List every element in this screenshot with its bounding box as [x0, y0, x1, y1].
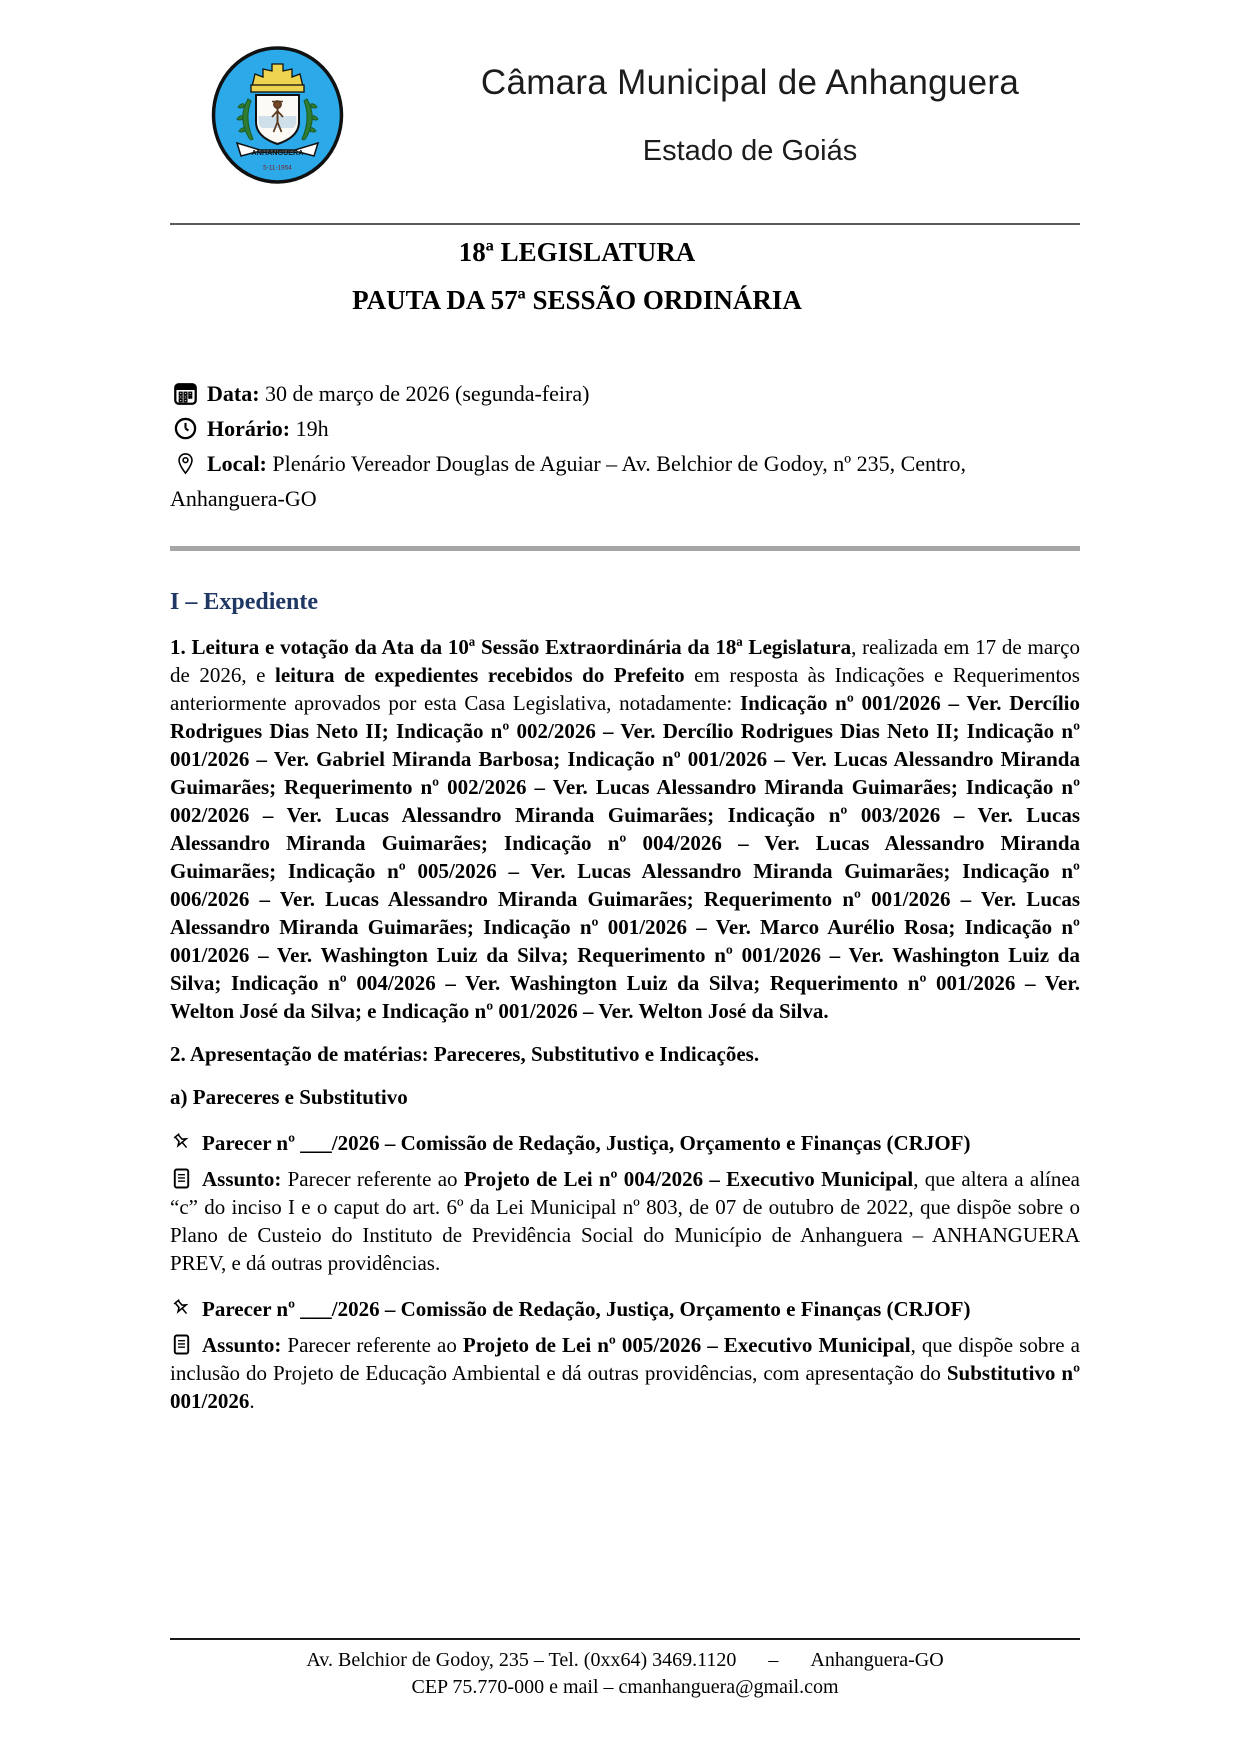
- session-heading: PAUTA DA 57ª SESSÃO ORDINÁRIA: [352, 285, 802, 315]
- agenda-item-1: 1. Leitura e votação da Ata da 10ª Sessão Extraordinária da 18ª Legislatura, realizada em 17 de março de 2026, e leitura de expedientes recebidos do Prefeito em resposta às Indicações e Requerimentos anteriormente aprovados por esta Casa Legislativa, notadamente: Indicação nº 001/2026 – Ver. Dercílio Rodrigues Dias Neto II; Indicação nº 002/2026 – Ver. Dercílio Rodrigues Dias Neto II; Indicação nº 001/2026 – Ver. Gabriel Miranda Barbosa; Indicação nº 001/2026 – Ver. Lucas Alessandro Miranda Guimarães; Requerimento nº 002/2026 – Ver. Lucas Alessandro Miranda Guimarães; Indicação nº 002/2026 – Ver. Lucas Alessandro Miranda Guimarães; Indicação nº 003/2026 – Ver. Lucas Alessandro Miranda Guimarães; Indicação nº 004/2026 – Ver. Lucas Alessandro Miranda Guimarães; Indicação nº 005/2026 – Ver. Lucas Alessandro Miranda Guimarães; Indicação nº 006/2026 – Ver. Lucas Alessandro Miranda Guimarães; Requerimento nº 001/2026 – Ver. Lucas Alessandro Miranda Guimarães; Indicação nº 001/2026 – Ver. Marco Aurélio Rosa; Indicação nº 001/2026 – Ver. Washington Luiz da Silva; Requerimento nº 001/2026 – Ver. Washington Luiz da Silva; Indicação nº 004/2026 – Ver. Washington Luiz da Silva; Requerimento nº 001/2026 – Ver. Welton José da Silva; e Indicação nº 001/2026 – Ver. Welton José da Silva.: [170, 635, 1081, 1023]
- document-icon: [170, 1333, 193, 1356]
- assunto-2: [170, 1331, 1080, 1415]
- section-divider: [170, 546, 1080, 551]
- footer-address-line: [170, 1647, 1080, 1674]
- coat-of-arms-icon: [210, 45, 345, 185]
- document-icon: [170, 1167, 193, 1190]
- agenda-item-2: 2. Apresentação de matérias: Pareceres, Substitutivo e Indicações.: [170, 1042, 760, 1066]
- document-body: [0, 376, 1240, 1415]
- place-value: Plenário Vereador Douglas de Aguiar – Av. Belchior de Godoy, nº 235, Centro, Anhanguera-GO: [170, 451, 966, 511]
- parecer-1-text: Parecer nº ___/2026 – Comissão de Redação, Justiça, Orçamento e Finanças (CRJOF): [202, 1131, 971, 1155]
- assunto-1: [170, 1165, 1080, 1277]
- place-line: [170, 446, 1080, 516]
- time-line: [170, 411, 1080, 446]
- header-titles: [420, 45, 1080, 168]
- document-footer: [170, 1638, 1080, 1701]
- location-pin-icon: [173, 451, 198, 476]
- parecer-2-title: [170, 1295, 1080, 1323]
- date-line: [170, 376, 1080, 411]
- legislature-heading: 18ª LEGISLATURA: [458, 237, 696, 267]
- footer-contact-line: CEP 75.770-000 e mail – cmanhanguera@gmail.com: [411, 1676, 839, 1698]
- organization-subtitle: Estado de Goiás: [642, 135, 858, 167]
- assunto-1-text: Assunto: Parecer referente ao Projeto de Lei nº 004/2026 – Executivo Municipal, que altera a alínea “c” do inciso I e o caput do art. 6º da Lei Municipal nº 803, de 07 de outubro de 2022, que dispõe sobre o Plano de Custeio do Instituto de Previdência Social do Município de Anhanguera – ANHANGUERA PREV, e dá outras providências.: [170, 1167, 1081, 1275]
- subsection-a-title: a) Pareceres e Substitutivo: [170, 1085, 408, 1109]
- organization-title: Câmara Municipal de Anhanguera: [480, 63, 1020, 102]
- parecer-2-text: Parecer nº ___/2026 – Comissão de Redação, Justiça, Orçamento e Finanças (CRJOF): [202, 1297, 971, 1321]
- calendar-icon: [173, 381, 198, 406]
- parecer-1-title: [170, 1129, 1080, 1157]
- time-value: 19h: [290, 416, 329, 441]
- assunto-2-text: Assunto: Parecer referente ao Projeto de Lei nº 005/2026 – Executivo Municipal, que dispõe sobre a inclusão do Projeto de Educação Ambiental e dá outras providências, com apresentação do Substitutivo nº 001/2026.: [170, 1333, 1081, 1413]
- time-label: Horário:: [207, 416, 291, 441]
- header-divider: [170, 223, 1080, 225]
- pushpin-icon: [170, 1131, 193, 1154]
- clock-icon: [173, 416, 198, 441]
- section-title-expediente: I – Expediente: [170, 589, 319, 615]
- session-meta: [170, 376, 1080, 516]
- place-label: Local:: [207, 451, 267, 476]
- footer-city: Anhanguera-GO: [810, 1649, 944, 1671]
- seal-date-text: 5-11-1954: [263, 164, 292, 172]
- footer-address: Av. Belchior de Godoy, 235 – Tel. (0xx64) 3469.1120: [306, 1649, 737, 1671]
- footer-dash: –: [768, 1649, 779, 1671]
- date-label: Data:: [207, 381, 260, 406]
- pushpin-icon: [170, 1297, 193, 1320]
- document-heading: [170, 237, 1080, 316]
- municipal-seal-logo: [170, 45, 420, 185]
- seal-banner-text: ANHANGUERA: [251, 148, 304, 157]
- document-header: [0, 0, 1240, 223]
- date-value: 30 de março de 2026 (segunda-feira): [259, 381, 590, 406]
